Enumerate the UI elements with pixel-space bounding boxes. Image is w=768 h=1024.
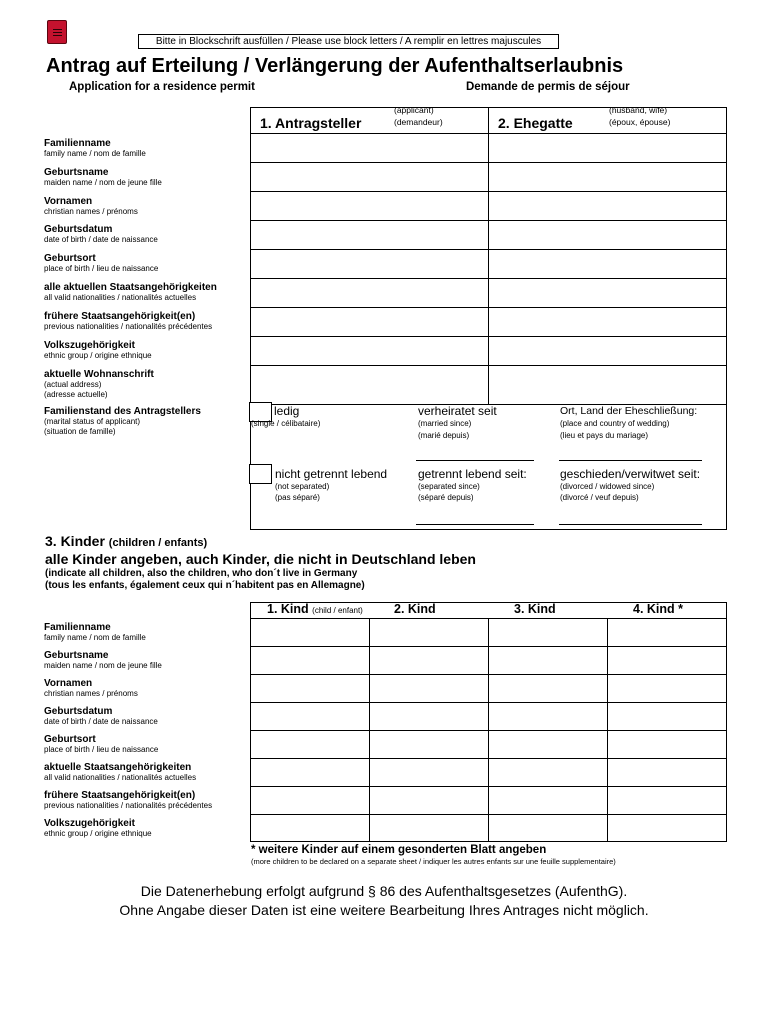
spouse-previous-nationalities-input[interactable]: [489, 308, 726, 336]
child-row-label-previous-nationalities: frühere Staatsangehörigkeit(en) previous nationalities / nationalités précédentes: [44, 790, 213, 810]
child-row-label-maiden-name: Geburtsname maiden name / nom de jeune fille: [44, 650, 162, 670]
child-cell[interactable]: [608, 731, 726, 758]
married-sub-fr: (marié depuis): [418, 431, 470, 440]
row-label-birth-place: Geburtsort place of birth / lieu de naissance: [44, 253, 159, 273]
child-row-label-family-name: Familienname family name / nom de famille: [44, 622, 146, 642]
child-cell[interactable]: [251, 703, 369, 730]
row-label-maiden-name: Geburtsname maiden name / nom de jeune fille: [44, 167, 162, 187]
row-label-nationalities: alle aktuellen Staatsangehörigkeiten all valid nationalities / nationalités actuelles: [44, 282, 217, 302]
applicant-previous-nationalities-input[interactable]: [251, 308, 488, 336]
child-cell[interactable]: [489, 815, 607, 841]
child-cell[interactable]: [370, 675, 488, 702]
separated-sub-fr: (séparé depuis): [418, 493, 474, 502]
child-cell[interactable]: [608, 647, 726, 674]
spouse-maiden-name-input[interactable]: [489, 163, 726, 191]
spouse-address-input[interactable]: [489, 366, 726, 404]
more-children-footnote: * weitere Kinder auf einem gesonderten Blatt angeben: [251, 844, 547, 856]
wedding-place-sub-en: (place and country of wedding): [560, 419, 670, 428]
row-label-first-names: Vornamen christian names / prénoms: [44, 196, 138, 216]
spouse-birth-date-input[interactable]: [489, 221, 726, 249]
row-label-marital-status: Familienstand des Antragstellers (marital status of applicant) (situation de famille): [44, 406, 201, 436]
not-separated-sub-en: (not separated): [275, 482, 330, 491]
spouse-ethnic-group-input[interactable]: [489, 337, 726, 365]
child-cell[interactable]: [608, 703, 726, 730]
col-applicant: 1. Antragsteller: [260, 115, 362, 131]
wedding-place-sub-fr: (lieu et pays du mariage): [560, 431, 649, 440]
child-cell[interactable]: [251, 647, 369, 674]
applicant-birth-place-input[interactable]: [251, 250, 488, 278]
menu-icon[interactable]: [47, 20, 67, 44]
col-spouse-sub-fr: (époux, épouse): [609, 117, 671, 127]
applicant-family-name-input[interactable]: [251, 134, 488, 162]
single-label: ledig: [274, 404, 300, 418]
child-cell[interactable]: [370, 703, 488, 730]
col-child-2: 2. Kind: [394, 602, 436, 616]
child-cell[interactable]: [370, 815, 488, 841]
child-row-label-ethnic-group: Volkszugehörigkeit ethnic group / origine ethnique: [44, 818, 152, 838]
col-spouse: 2. Ehegatte: [498, 115, 573, 131]
applicant-address-input[interactable]: [251, 366, 488, 404]
child-cell[interactable]: [489, 731, 607, 758]
spouse-first-names-input[interactable]: [489, 192, 726, 220]
page-title: Antrag auf Erteilung / Verlängerung der Aufenthaltserlaubnis: [46, 55, 624, 77]
wedding-place-label: Ort, Land der Eheschließung:: [560, 405, 698, 417]
row-label-address: aktuelle Wohnanschrift (actual address) (adresse actuelle): [44, 369, 154, 399]
children-instruction: alle Kinder angeben, auch Kinder, die nicht in Deutschland leben: [45, 551, 476, 567]
child-cell[interactable]: [608, 619, 726, 646]
child-row-label-birth-date: Geburtsdatum date of birth / date de naissance: [44, 706, 158, 726]
child-cell[interactable]: [489, 619, 607, 646]
col-child-4: 4. Kind *: [633, 602, 684, 616]
child-cell[interactable]: [251, 787, 369, 814]
child-cell[interactable]: [608, 815, 726, 841]
child-cell[interactable]: [370, 647, 488, 674]
married-label: verheiratet seit: [418, 404, 497, 418]
spouse-nationalities-input[interactable]: [489, 279, 726, 307]
more-children-footnote-sub: (more children to be declared on a separate sheet / indiquer les autres enfants sur une feuille supplementaire): [251, 857, 616, 866]
subtitle-en: Application for a residence permit: [69, 81, 255, 93]
child-cell[interactable]: [489, 675, 607, 702]
col-spouse-sub-en: (husband, wife): [609, 105, 668, 115]
married-sub-en: (married since): [418, 419, 472, 428]
applicant-maiden-name-input[interactable]: [251, 163, 488, 191]
not-separated-label: nicht getrennt lebend: [275, 467, 388, 481]
child-cell[interactable]: [489, 787, 607, 814]
not-separated-checkbox[interactable]: [249, 464, 272, 484]
col-applicant-sub-fr: (demandeur): [394, 117, 443, 127]
child-cell[interactable]: [370, 731, 488, 758]
child-cell[interactable]: [608, 759, 726, 786]
child-row-label-birth-place: Geburtsort place of birth / lieu de naissance: [44, 734, 159, 754]
block-letters-banner: Bitte in Blockschrift ausfüllen / Please use block letters / A remplir en lettres majuscules: [138, 34, 559, 49]
applicant-ethnic-group-input[interactable]: [251, 337, 488, 365]
legal-notice-line-2: Ohne Angabe dieser Daten ist eine weitere Bearbeitung Ihres Antrages nicht möglich.: [119, 902, 649, 918]
child-cell[interactable]: [489, 759, 607, 786]
legal-notice-line-1: Die Datenerhebung erfolgt aufgrund § 86 des Aufenthaltsgesetzes (AufenthG).: [140, 883, 628, 899]
row-label-family-name: Familienname family name / nom de famille: [44, 138, 146, 158]
child-cell[interactable]: [608, 675, 726, 702]
row-label-birth-date: Geburtsdatum date of birth / date de naissance: [44, 224, 158, 244]
child-cell[interactable]: [251, 731, 369, 758]
child-cell[interactable]: [489, 647, 607, 674]
child-cell[interactable]: [370, 759, 488, 786]
separated-label: getrennt lebend seit:: [418, 467, 527, 481]
divorced-sub-fr: (divorcé / veuf depuis): [560, 493, 639, 502]
children-instruction-fr: (tous les enfants, également ceux qui n´habitent pas en Allemagne): [45, 580, 365, 591]
child-cell[interactable]: [251, 759, 369, 786]
child-cell[interactable]: [608, 787, 726, 814]
row-label-ethnic-group: Volkszugehörigkeit ethnic group / origine ethnique: [44, 340, 152, 360]
spouse-birth-place-input[interactable]: [489, 250, 726, 278]
applicant-nationalities-input[interactable]: [251, 279, 488, 307]
child-cell[interactable]: [251, 815, 369, 841]
applicant-first-names-input[interactable]: [251, 192, 488, 220]
not-separated-sub-fr: (pas séparé): [275, 493, 320, 502]
separated-sub-en: (separated since): [418, 482, 480, 491]
children-heading: 3. Kinder (children / enfants): [45, 533, 208, 549]
row-label-previous-nationalities: frühere Staatsangehörigkeit(en) previous nationalities / nationalités précédentes: [44, 311, 213, 331]
divorced-label: geschieden/verwitwet seit:: [560, 467, 701, 481]
subtitle-fr: Demande de permis de séjour: [466, 81, 630, 93]
child-cell[interactable]: [370, 619, 488, 646]
col-applicant-sub-en: (applicant): [394, 105, 434, 115]
col-child-3: 3. Kind: [514, 602, 556, 616]
married-since-line[interactable]: [416, 460, 534, 461]
single-sub: (single / célibataire): [251, 419, 321, 428]
child-row-label-nationalities: aktuelle Staatsangehörigkeiten all valid nationalities / nationalités actuelles: [44, 762, 197, 782]
col-child-1: 1. Kind (child / enfant): [267, 602, 363, 616]
child-cell[interactable]: [251, 675, 369, 702]
wedding-place-line[interactable]: [559, 460, 702, 461]
applicant-birth-date-input[interactable]: [251, 221, 488, 249]
divorced-sub-en: (divorced / widowed since): [560, 482, 655, 491]
child-cell[interactable]: [489, 703, 607, 730]
separated-since-line[interactable]: [416, 524, 534, 525]
children-instruction-en: (indicate all children, also the children, who don´t live in Germany: [45, 568, 358, 579]
divorced-since-line[interactable]: [559, 524, 702, 525]
child-cell[interactable]: [251, 619, 369, 646]
child-row-label-first-names: Vornamen christian names / prénoms: [44, 678, 138, 698]
child-cell[interactable]: [370, 787, 488, 814]
spouse-family-name-input[interactable]: [489, 134, 726, 162]
